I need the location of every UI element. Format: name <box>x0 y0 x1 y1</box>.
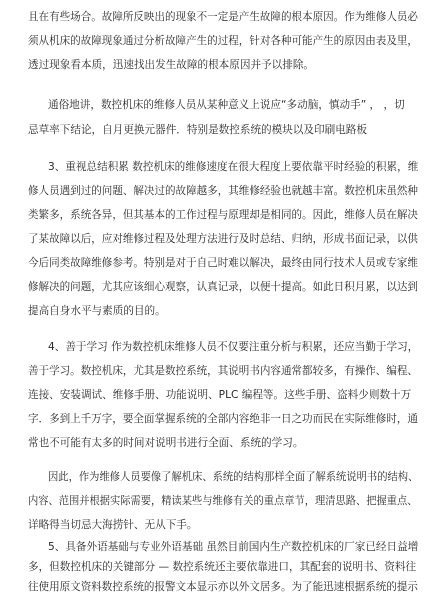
text-line: 因此，作为维修人员要像了解机床、系统的结构那样全面了解系统说明书的结构、 <box>48 471 419 483</box>
text-line: 忌草率下结论，自月更换元器件．特别是数控系统的模块以及印刷电路板 <box>28 124 367 136</box>
text-line: 详略得当切忌大海捞针、无从下手。 <box>28 519 198 531</box>
text-line: 修解决的问题，尤其应该细心观察，认真记录，以便十提高。如此日积月累，以达到 <box>28 281 418 293</box>
text-line: 5、具备外语基础与专业外语基础 虽然目前国内生产数控机床的厂家已经日益增 <box>48 541 419 553</box>
text-line: 通俗地讲，数控机床的维修人员从某种意义上说应“多动脑，慎动手” ， ，切 <box>48 99 405 111</box>
text-line: 了某故障以后，应对维修过程及处理方法进行及时总结、归纳，形成书面记录，以供 <box>28 233 418 245</box>
text-line: 今后同类故障维修参考。特别是对于自己时难以解决，最终由同行技术人员或专家维 <box>28 257 418 269</box>
text-line: 类繁多，系统各异，但其基本的工作过程与原理却是相同的。因此，维修人员在解决 <box>28 209 418 221</box>
text-line: 字．多到上千万字，要全面掌握系统的全部内容绝非一日之功而民在实际维修时，通 <box>28 413 418 425</box>
text-line: 3、重视总结积累 数控机床的维修速度在很大程度上要依靠平时经验的积累，维 <box>48 161 419 173</box>
text-line: 常也不可能有太多的时间对说明书进行全面、系统的学习。 <box>28 437 304 449</box>
text-line: 内容、范围并根据实际需要，精读某些与维修有关的重点章节，理清思路、把握重点、 <box>28 495 418 507</box>
text-line: 修人员遇到过的问题、解决过的故障越多，其维修经验也就越丰富。数控机床虽然种 <box>28 185 418 197</box>
text-line: 且在有些场合。故障所反映出的现象不一定是产生故障的根本原因。作为维修人员必 <box>28 11 418 23</box>
text-line: 往使用原文资料数控系统的报警文本显示亦以外文居多。为了能迅速根据系统的提示 <box>28 581 418 593</box>
text-line: 连接、安装调试、维修手册、功能说明、PLC 编程等。这些手册、盗料少则数十万 <box>28 389 412 401</box>
text-line: 4、善于学习 作为数控机床维修人员不仅要注重分析与积累，还应当勤于学习， <box>48 341 419 353</box>
text-line: 善于学习。数控机床，尤其是数控系统，其说明书内容通常都较多，有操作、编程、 <box>28 365 418 377</box>
text-line: 透过现象看本质，迅速找出发生故障的根本原因并予以排除。 <box>28 59 315 71</box>
text-line: 提高自身水平与素质的目的。 <box>28 305 166 317</box>
text-line: 须从机床的故障现象通过分析故障产生的过程，针对各种可能产生的原因由表及里， <box>28 35 418 47</box>
text-line: 多，但数控机床的关键部分 — 数控系统还主要依靠进口，其配套的说明书、资料往 <box>28 561 417 573</box>
